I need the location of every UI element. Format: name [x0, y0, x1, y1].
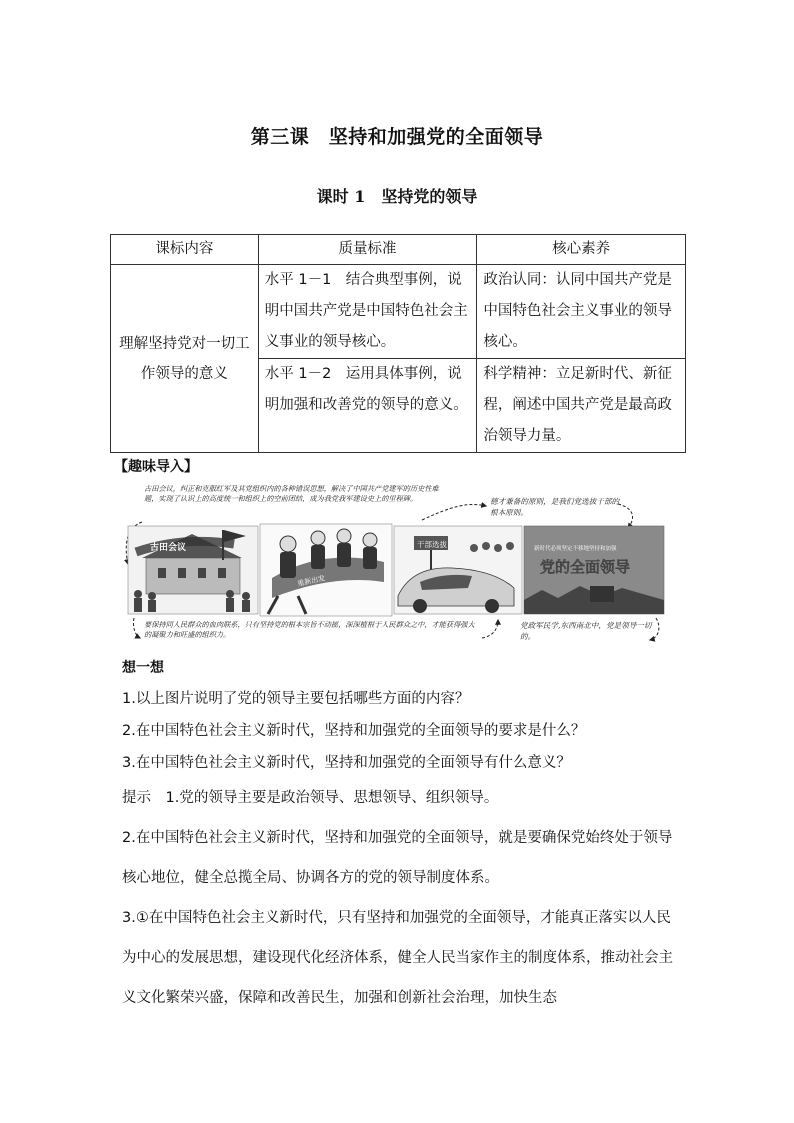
caption-bottom-right: 党政军民学,东西南北中，党是领导一切的。 — [520, 621, 652, 641]
content-cell: 理解坚持党对一切工作领导的意义 — [111, 265, 259, 453]
curriculum-standards-table — [110, 234, 686, 453]
question-3: 3.在中国特色社会主义新时代，坚持和加强党的全面领导有什么意义？ — [122, 755, 571, 771]
panel1-banner: 古田会议 — [150, 543, 187, 553]
panel2-flag: 重新出发 — [296, 574, 326, 588]
caption-bottom-left: 要保持同人民群众的血肉联系，只有坚持党的根本宗旨不动摇，深深植根于人民群众之中，才能获得强大的凝聚力和旺盛的组织力。 — [144, 620, 475, 639]
answer-2: 2.在中国特色社会主义新时代，坚持和加强党的全面领导，就是要确保党始终处于领导核心地位，健全总揽全局、协调各方的党的领导制度体系。 — [122, 830, 673, 886]
header-core: 核心素养 — [477, 235, 686, 265]
period-title: 课时 1 坚持党的领导 — [316, 187, 478, 206]
intro-heading: 【趣味导入】 — [114, 459, 198, 475]
lesson-title: 第三课 坚持和加强党的全面领导 — [250, 126, 544, 148]
intro-illustration — [122, 478, 668, 652]
table-row — [111, 265, 686, 359]
answer-1: 提示 1.党的领导主要是政治领导、思想领导、组织领导。 — [122, 790, 499, 806]
header-content: 课标内容 — [111, 235, 259, 265]
core-cell: 政治认同：认同中国共产党是中国特色社会主义事业的领导核心。 — [477, 265, 686, 359]
question-2: 2.在中国特色社会主义新时代，坚持和加强党的全面领导的要求是什么？ — [122, 723, 586, 739]
panel4-small: 新时代必须坚定不移地坚持和加强 — [534, 546, 617, 552]
quality-cell: 水平 1－2 运用具体事例，说明加强和改善党的领导的意义。 — [258, 359, 477, 453]
arrow-bottom-middle — [482, 620, 498, 638]
think-heading: 想一想 — [122, 660, 164, 676]
panel-gutian — [128, 526, 258, 614]
panel3-sign: 干部选拔 — [417, 540, 447, 549]
question-1: 1.以上图片说明了党的领导主要包括哪些方面的内容？ — [122, 691, 470, 707]
quality-cell: 水平 1－1 结合典型事例，说明中国共产党是中国特色社会主义事业的领导核心。 — [258, 265, 477, 359]
answer-block — [122, 778, 682, 1018]
core-cell: 科学精神：立足新时代、新征程，阐述中国共产党是最高政治领导力量。 — [477, 359, 686, 453]
caption-top-right: 德才兼备的原则，是我们党选拔干部的根本原则。 — [490, 497, 620, 517]
answer-3: 3.①在中国特色社会主义新时代，只有坚持和加强党的全面领导，才能真正落实以人民为中心的发展思想，建设现代化经济体系，健全人民当家作主的制度体系，推动社会主义文化繁荣兴盛，保障和改善民生，加强和创新社会治理，加快生态 — [122, 910, 673, 1006]
arrow-bottom-left — [133, 618, 140, 638]
panel-running — [260, 524, 392, 616]
table-header-row — [111, 235, 686, 265]
caption-top-left: 古田会议，纠正和克服红军及其党组织内的各种错误思想，解决了中国共产党建军的历史性难题，实现了认识上的高度统一和组织上的空前团结，成为我党我军建设史上的里程碑。 — [144, 484, 439, 503]
header-quality: 质量标准 — [258, 235, 477, 265]
panel4-big: 党的全面领导 — [540, 558, 631, 576]
arrow-top-right — [618, 504, 633, 528]
panel-poster — [524, 526, 664, 614]
panel-selection — [394, 526, 522, 614]
